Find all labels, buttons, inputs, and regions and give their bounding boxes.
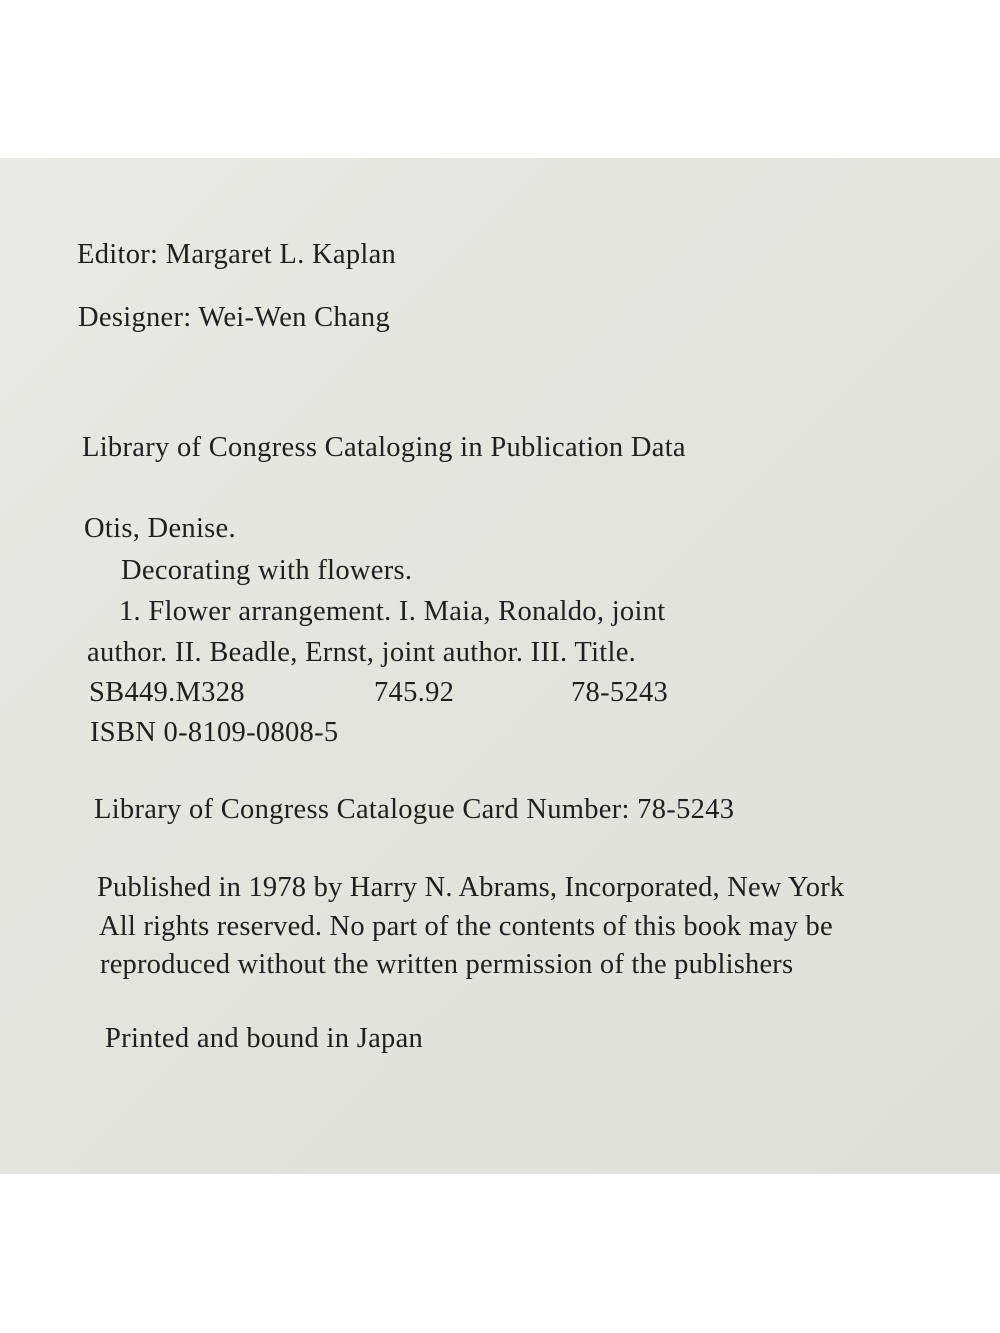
copyright-page [0,158,1000,1174]
cip-heading: Library of Congress Cataloging in Publication Data [82,432,686,463]
card-number: Library of Congress Catalogue Card Number: 78-5243 [94,794,735,825]
isbn: ISBN 0-8109-0808-5 [90,717,339,748]
cip-title: Decorating with flowers. [121,555,413,586]
publisher-line3: reproduced without the written permission of the publishers [100,949,794,980]
cip-author: Otis, Denise. [84,513,236,544]
cip-subjects-line2: author. II. Beadle, Ernst, joint author. III. Title. [87,637,637,668]
publisher-line1: Published in 1978 by Harry N. Abrams, Incorporated, New York [97,872,845,903]
cip-classification-row [89,679,709,711]
dewey-number: 745.92 [374,677,455,708]
cip-subjects-line1: 1. Flower arrangement. I. Maia, Ronaldo, joint [119,596,666,627]
publisher-line2: All rights reserved. No part of the contents of this book may be [99,911,833,942]
printed-in: Printed and bound in Japan [105,1023,424,1054]
lccn-number: 78-5243 [571,677,669,708]
designer-credit: Designer: Wei-Wen Chang [78,302,391,333]
call-number: SB449.M328 [89,677,245,708]
editor-credit: Editor: Margaret L. Kaplan [77,239,397,270]
